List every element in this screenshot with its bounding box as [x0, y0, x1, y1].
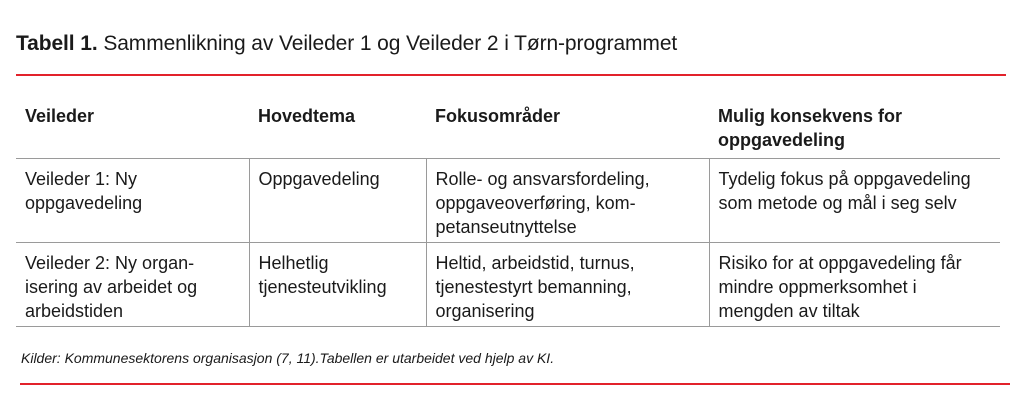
- column-header-hovedtema: Hovedtema: [258, 106, 356, 126]
- cell-fokusomrader: [426, 159, 709, 243]
- cell-fokusomrader: [426, 243, 709, 327]
- source-note: Kilder: Kommunesektorens organisasjon (7, 11).Tabellen er utarbeidet ved hjelp av KI.: [21, 350, 555, 366]
- cell-fokusomrader-text: Rolle- og ansvarsfordeling, oppgaveoverføring, kompetanseutnyttelse: [435, 169, 650, 237]
- table-header-row: [16, 96, 1000, 159]
- top-accent-rule: [16, 74, 1006, 76]
- table-caption-label: Tabell 1.: [16, 32, 98, 55]
- table-caption-text: Sammenlikning av Veileder 1 og Veileder 2 i Tørn-programmet: [97, 32, 678, 55]
- cell-veileder-text: Veileder 2: Ny organisering av arbeidet og arbeidstiden: [25, 253, 198, 321]
- cell-konsekvens-text: Tydelig fokus på oppgavedeling som metode og mål i seg selv: [718, 169, 971, 213]
- cell-hovedtema: [249, 159, 426, 243]
- cell-hovedtema-text: Helhetlig tjenesteutvikling: [258, 253, 387, 297]
- cell-veileder-text: Veileder 1: Ny oppgavedeling: [25, 169, 143, 213]
- comparison-table: [16, 96, 1000, 327]
- cell-hovedtema-text: Oppgavedeling: [258, 169, 380, 189]
- table-caption: [16, 31, 677, 57]
- column-header-fokusomrader: Fokusområder: [435, 106, 561, 126]
- cell-konsekvens: [709, 243, 1000, 327]
- table-row: [16, 243, 1000, 327]
- cell-konsekvens: [709, 159, 1000, 243]
- cell-fokusomrader-text: Heltid, arbeidstid, turnus, tjenestestyrt bemanning, organisering: [435, 253, 635, 321]
- column-header-veileder: Veileder: [25, 106, 95, 126]
- bottom-accent-rule: [20, 383, 1010, 385]
- cell-veileder: [16, 159, 249, 243]
- cell-veileder: [16, 243, 249, 327]
- table-row: [16, 159, 1000, 243]
- cell-hovedtema: [249, 243, 426, 327]
- cell-konsekvens-text: Risiko for at oppgavedeling får mindre oppmerksomhet i mengden av tiltak: [718, 253, 962, 321]
- column-header-konsekvens: Mulig konsekvens for oppgavedeling: [718, 106, 903, 150]
